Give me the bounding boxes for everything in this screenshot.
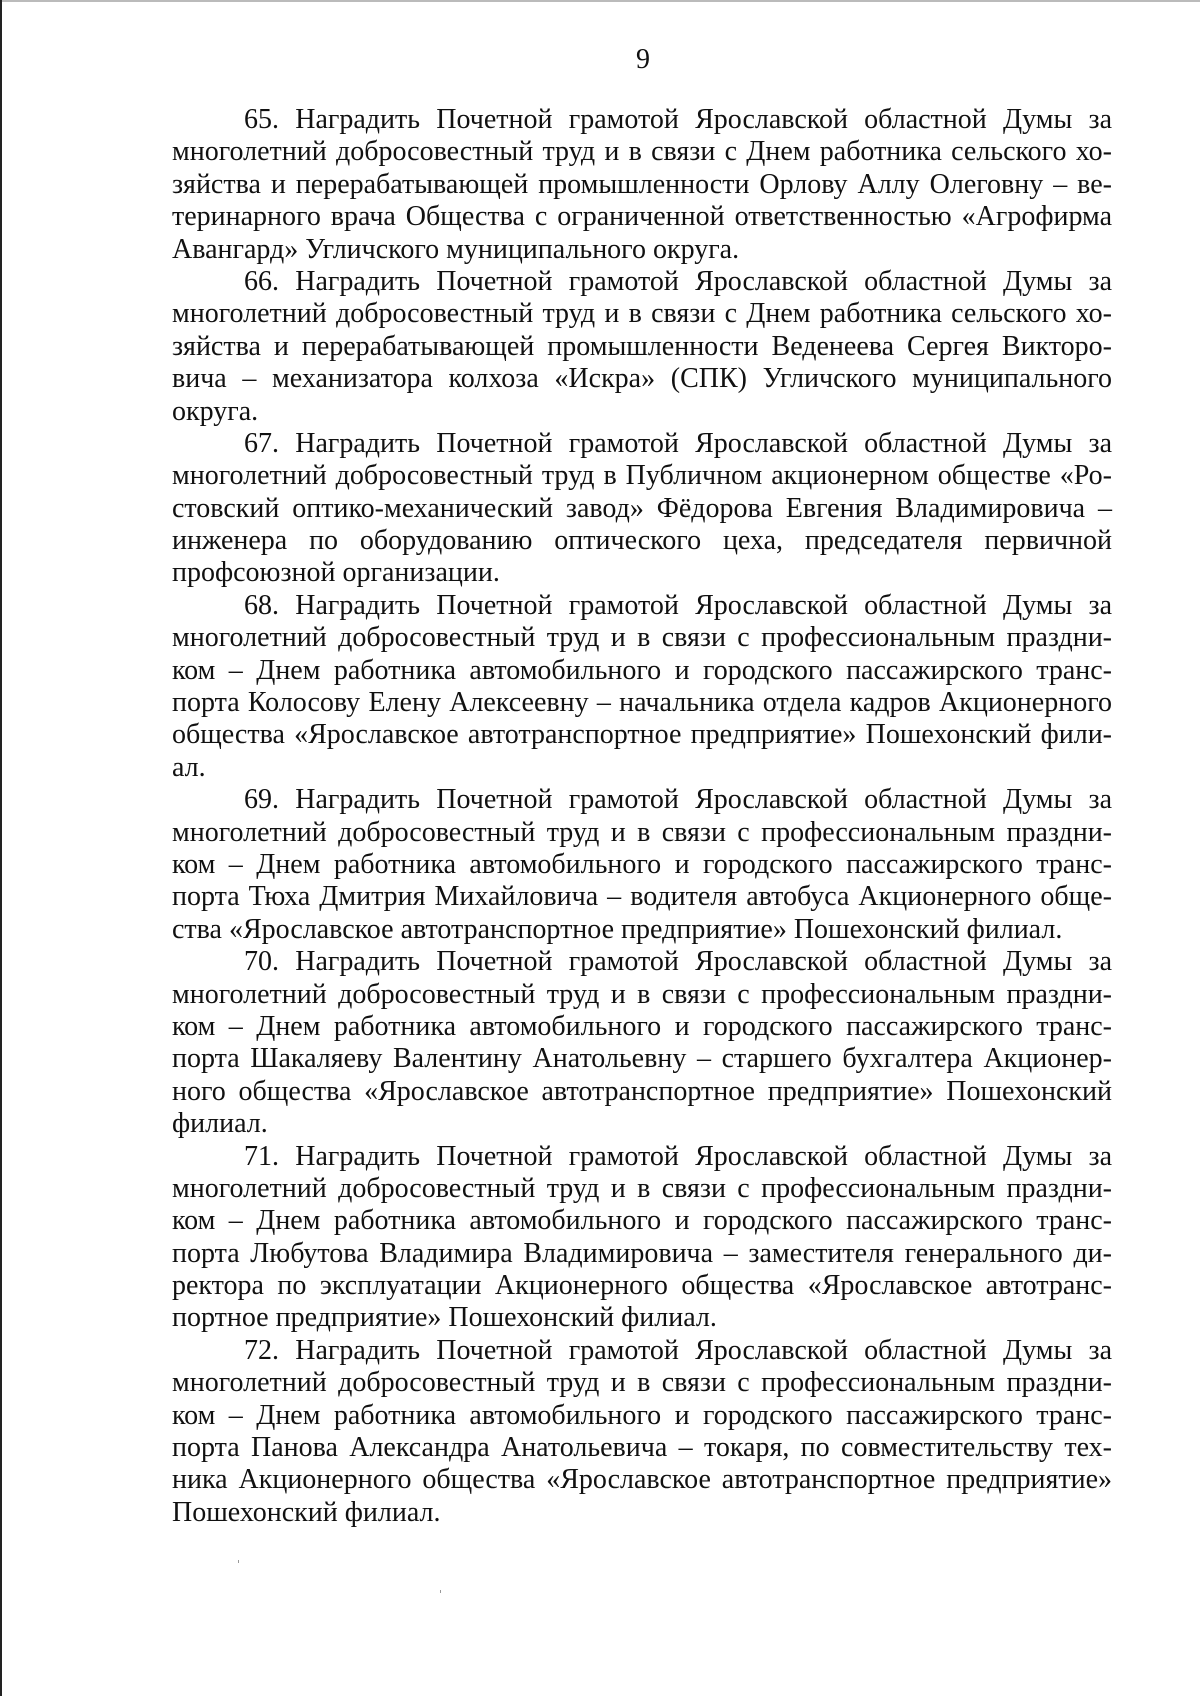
text-line: многолетний добросовестный труд и в связи с профессиональным праздни- [172, 978, 1112, 1010]
text-line: стовский оптико-механический завод» Фёдорова Евгения Владимировича – [172, 492, 1112, 524]
scan-speck [440, 1590, 441, 1593]
text-line: порта Тюха Дмитрия Михайловича – водителя автобуса Акционерного обще- [172, 881, 1112, 913]
text-line: многолетний добросовестный труд и в связи с профессиональным праздни- [172, 1367, 1112, 1399]
text-line: ал. [172, 751, 206, 783]
text-line: 67. Наградить Почетной грамотой Ярославской областной Думы за [244, 427, 1112, 459]
text-line: порта Любутова Владимира Владимировича – заместителя генерального ди- [172, 1237, 1112, 1269]
text-line: округа. [172, 395, 259, 427]
text-line: ком – Днем работника автомобильного и городского пассажирского транс- [172, 1205, 1112, 1237]
paragraph [172, 590, 1112, 784]
text-line: зяйства и перерабатывающей промышленности Орлову Аллу Олеговну – ве- [172, 168, 1112, 200]
text-line: порта Колосову Елену Алексеевну – начальника отдела кадров Акционерного [172, 687, 1112, 719]
paragraph [172, 1141, 1112, 1335]
text-line: 70. Наградить Почетной грамотой Ярославской областной Думы за [244, 946, 1112, 978]
text-line: 68. Наградить Почетной грамотой Ярославской областной Думы за [244, 589, 1112, 621]
text-line: общества «Ярославское автотранспортное предприятие» Пошехонский фили- [172, 719, 1112, 751]
text-line: инженера по оборудованию оптического цеха, председателя первичной [172, 525, 1112, 557]
text-line: ства «Ярославское автотранспортное предприятие» Пошехонский филиал. [172, 913, 1063, 945]
paragraph [172, 946, 1112, 1140]
text-line: ректора по эксплуатации Акционерного общества «Ярославское автотранс- [172, 1270, 1112, 1302]
paragraph [172, 784, 1112, 946]
text-line: многолетний добросовестный труд в Публичном акционерном обществе «Ро- [172, 460, 1112, 492]
scan-top-edge [0, 0, 1200, 2]
text-line: многолетний добросовестный труд и в связи с профессиональным праздни- [172, 622, 1112, 654]
text-line: ника Акционерного общества «Ярославское автотранспортное предприятие» [172, 1464, 1112, 1496]
text-line: ком – Днем работника автомобильного и городского пассажирского транс- [172, 1399, 1112, 1431]
text-line: многолетний добросовестный труд и в связи с профессиональным праздни- [172, 1172, 1112, 1204]
document-body [172, 104, 1112, 1529]
text-line: ком – Днем работника автомобильного и городского пассажирского транс- [172, 1010, 1112, 1042]
text-line: ком – Днем работника автомобильного и городского пассажирского транс- [172, 654, 1112, 686]
text-line: 72. Наградить Почетной грамотой Ярославской областной Думы за [244, 1334, 1112, 1366]
scan-speck [238, 1560, 239, 1563]
page-number: 9 [636, 44, 650, 75]
text-line: 65. Наградить Почетной грамотой Ярославской областной Думы за [244, 104, 1112, 135]
text-line: 69. Наградить Почетной грамотой Ярославской областной Думы за [244, 784, 1112, 816]
text-line: теринарного врача Общества с ограниченной ответственностью «Агрофирма [172, 201, 1112, 233]
paragraph [172, 1335, 1112, 1529]
paragraph [172, 266, 1112, 428]
text-line: зяйства и перерабатывающей промышленности Веденеева Сергея Викторо- [172, 330, 1112, 362]
text-line: 66. Наградить Почетной грамотой Ярославской областной Думы за [244, 265, 1112, 297]
paragraph [172, 428, 1112, 590]
text-line: профсоюзной организации. [172, 557, 500, 589]
text-line: ного общества «Ярославское автотранспортное предприятие» Пошехонский [172, 1075, 1112, 1107]
text-line: Пошехонский филиал. [172, 1496, 441, 1528]
text-line: вича – механизатора колхоза «Искра» (СПК) Угличского муниципального [172, 363, 1112, 395]
text-line: порта Панова Александра Анатольевича – токаря, по совместительству тех- [172, 1432, 1112, 1464]
text-line: порта Шакаляеву Валентину Анатольевну – старшего бухгалтера Акционер- [172, 1043, 1112, 1075]
text-line: филиал. [172, 1108, 268, 1140]
text-line: Авангард» Угличского муниципального округа. [172, 233, 740, 265]
text-line: 71. Наградить Почетной грамотой Ярославской областной Думы за [244, 1140, 1112, 1172]
text-line: ком – Днем работника автомобильного и городского пассажирского транс- [172, 848, 1112, 880]
text-line: многолетний добросовестный труд и в связи с Днем работника сельского хо- [172, 136, 1112, 168]
paragraph [172, 104, 1112, 266]
text-line: многолетний добросовестный труд и в связи с профессиональным праздни- [172, 816, 1112, 848]
scan-left-edge [0, 0, 2, 1696]
text-line: портное предприятие» Пошехонский филиал. [172, 1302, 717, 1334]
text-line: многолетний добросовестный труд и в связи с Днем работника сельского хо- [172, 298, 1112, 330]
